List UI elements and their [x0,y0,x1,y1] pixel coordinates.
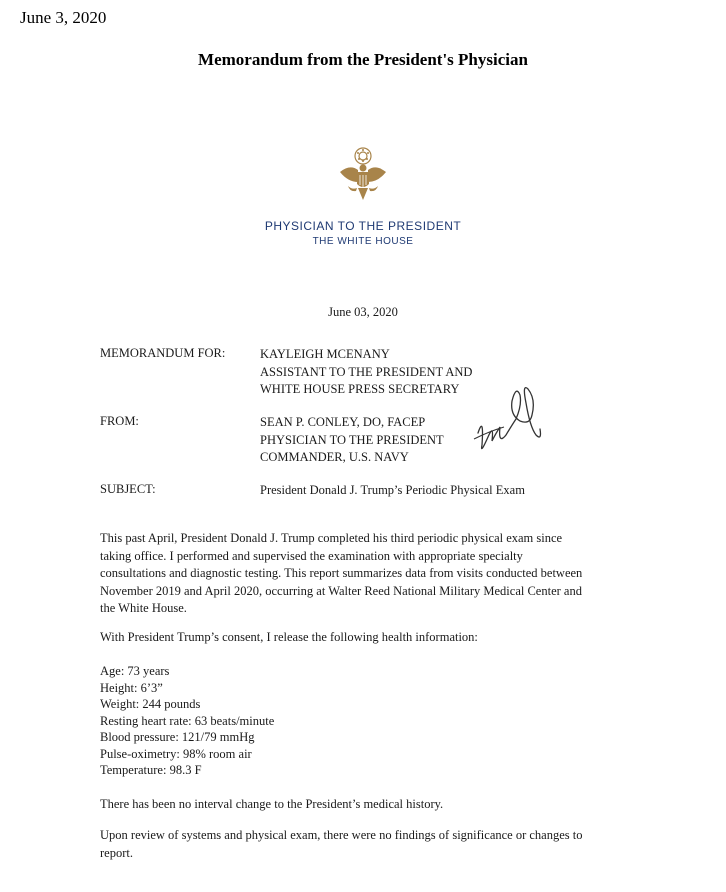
signature-icon [470,375,550,465]
document-date: June 3, 2020 [20,8,107,27]
paragraph-line: the White House. [100,601,187,615]
presidential-seal-icon [330,142,396,208]
paragraph-line: Upon review of systems and physical exam, there were no findings of significance or changes to [100,828,583,842]
paragraph-line: report. [100,845,133,860]
paragraph-line: taking office. I performed and supervised the examination with appropriate specialty [100,548,523,563]
memo-from-sender [260,414,444,467]
page-title: Memorandum from the President's Physician [198,50,528,69]
memo-for-recipient [260,346,472,399]
review-paragraph [100,827,630,862]
vital-pulse-oximetry: Pulse-oximetry: 98% room air [100,746,252,761]
recipient-line: WHITE HOUSE PRESS SECRETARY [260,382,460,396]
paragraph-line: November 2019 and April 2020, occurring at Walter Reed National Military Medical Center and [100,583,582,598]
vital-age: Age: 73 years [100,664,170,678]
intro-paragraph [100,530,630,618]
recipient-line: ASSISTANT TO THE PRESIDENT AND [260,364,473,379]
history-statement: There has been no interval change to the President’s medical history. [100,797,444,811]
sender-line: PHYSICIAN TO THE PRESIDENT [260,432,444,447]
memo-from-label: FROM: [100,414,139,428]
memo-for-label: MEMORANDUM FOR: [100,346,226,360]
vital-blood-pressure: Blood pressure: 121/79 mmHg [100,730,255,744]
vital-temperature: Temperature: 98.3 F [100,763,202,777]
memo-date: June 03, 2020 [328,305,398,319]
vital-height: Height: 6’3” [100,680,163,695]
vital-weight: Weight: 244 pounds [100,697,201,711]
letterhead-house: THE WHITE HOUSE [312,236,414,247]
sender-line: COMMANDER, U.S. NAVY [260,450,409,464]
recipient-line: KAYLEIGH MCENANY [260,347,390,361]
letterhead-office: PHYSICIAN TO THE PRESIDENT [264,219,462,233]
vital-heart-rate: Resting heart rate: 63 beats/minute [100,713,275,728]
vitals-list [100,663,630,779]
memo-subject-label: SUBJECT: [100,482,156,496]
paragraph-line: consultations and diagnostic testing. This report summarizes data from visits conducted between [100,566,583,580]
consent-statement: With President Trump’s consent, I release the following health information: [100,630,478,644]
sender-line: SEAN P. CONLEY, DO, FACEP [260,415,426,429]
memo-subject: President Donald J. Trump’s Periodic Physical Exam [260,483,525,497]
paragraph-line: This past April, President Donald J. Trump completed his third periodic physical exam since [100,531,563,545]
